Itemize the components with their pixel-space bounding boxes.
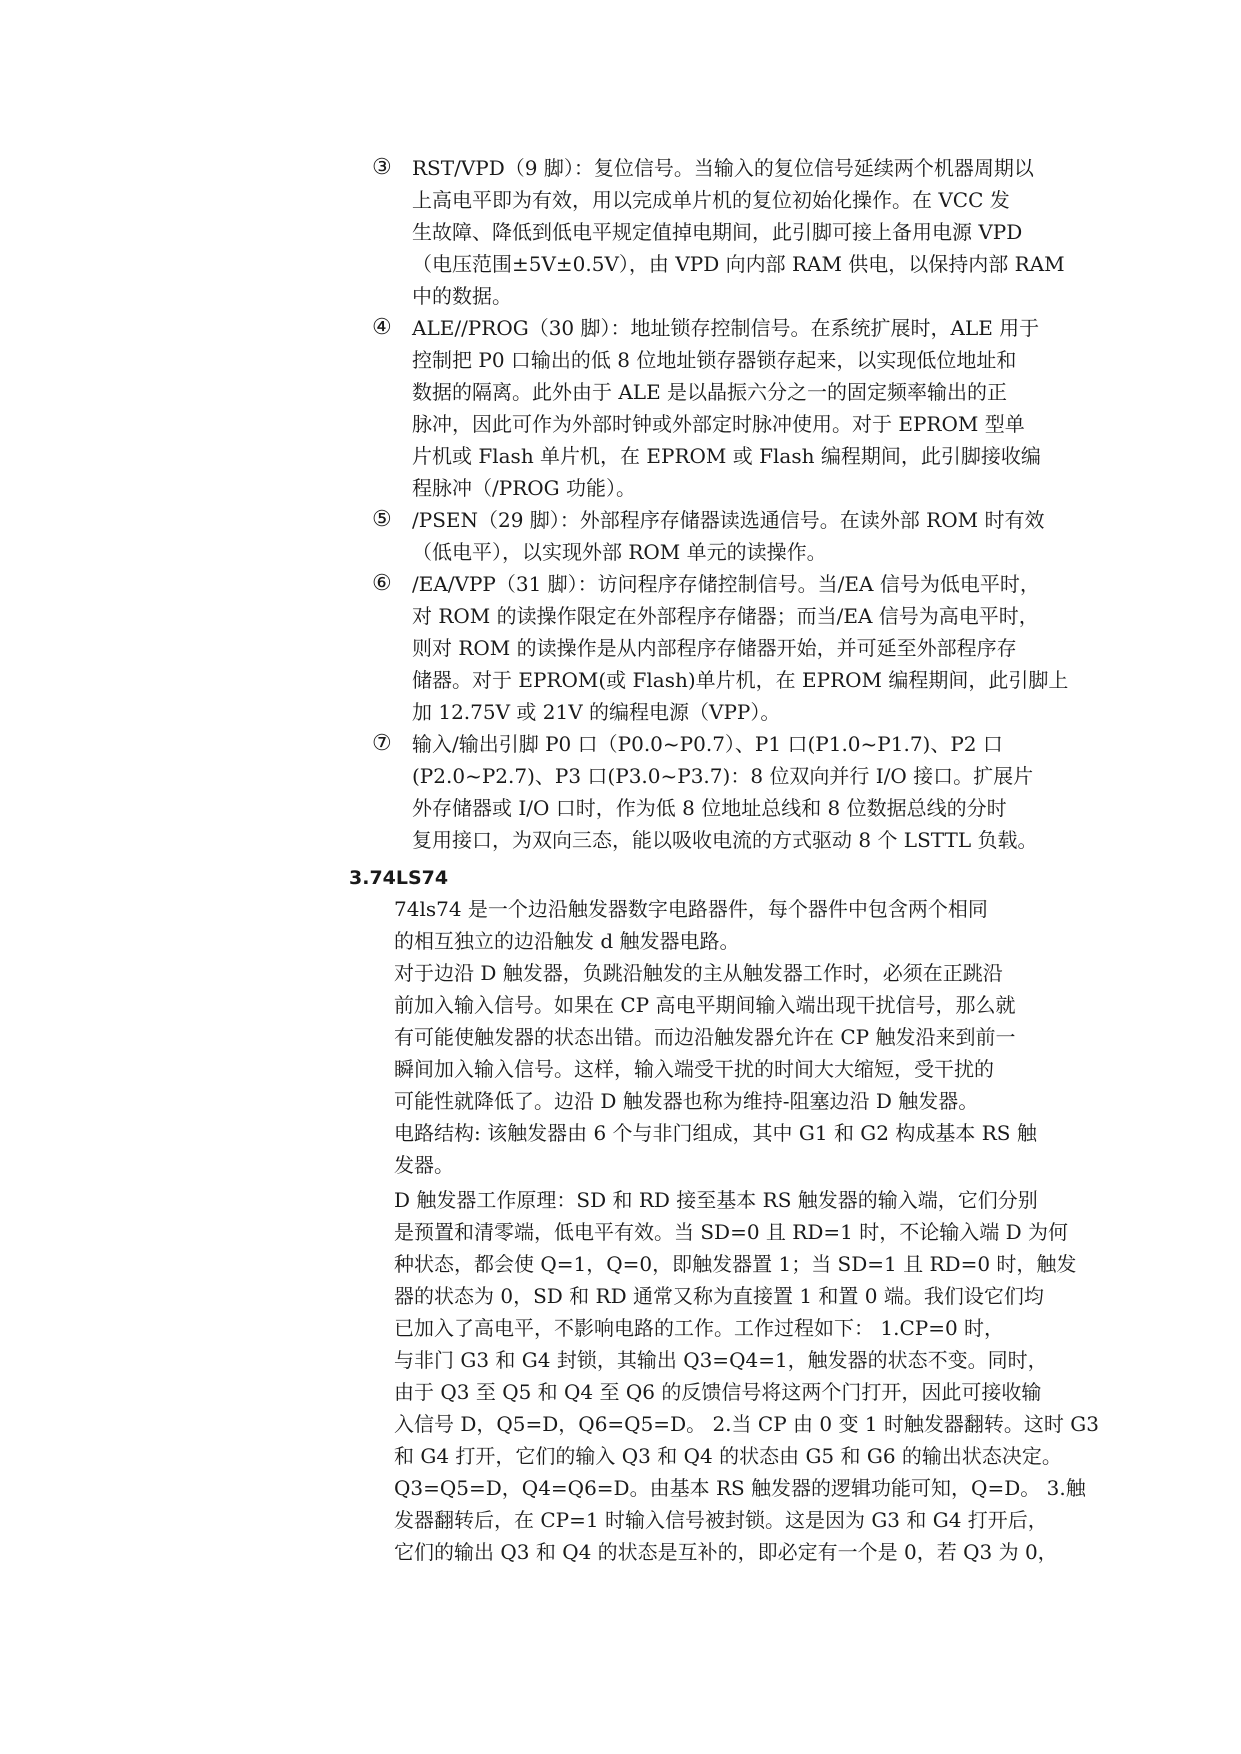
item-line: 控制把 P0 口输出的低 8 位地址锁存器锁存起来，以实现低位地址和 [412, 348, 1017, 372]
body-line: Q3=Q5=D，Q4=Q6=D。由基本 RS 触发器的逻辑功能可知，Q=D。 3.触 [394, 1476, 1086, 1500]
item-line: 脉冲，因此可作为外部时钟或外部定时脉冲使用。对于 EPROM 型单 [412, 412, 1025, 436]
body-line: 器的状态为 0，SD 和 RD 通常又称为直接置 1 和置 0 端。我们设它们均 [394, 1284, 1044, 1308]
body-line: 和 G4 打开，它们的输入 Q3 和 Q4 的状态由 G5 和 G6 的输出状态决定。 [394, 1444, 1062, 1468]
item-line: 数据的隔离。此外由于 ALE 是以晶振六分之一的固定频率输出的正 [412, 380, 1008, 404]
section-heading: 3.74LS74 [349, 867, 449, 889]
body-line: 可能性就降低了。边沿 D 触发器也称为维持-阻塞边沿 D 触发器。 [394, 1089, 979, 1113]
item-line: 片机或 Flash 单片机，在 EPROM 或 Flash 编程期间，此引脚接收编 [412, 444, 1041, 468]
item-marker: ⑦ [372, 731, 392, 756]
body-line: 前加入输入信号。如果在 CP 高电平期间输入端出现干扰信号，那么就 [394, 993, 1016, 1017]
item-line: 外存储器或 I/O 口时，作为低 8 位地址总线和 8 位数据总线的分时 [412, 796, 1007, 820]
item-line: 对 ROM 的读操作限定在外部程序存储器；而当/EA 信号为高电平时， [412, 604, 1039, 628]
item-line: 则对 ROM 的读操作是从内部程序存储器开始，并可延至外部程序存 [412, 636, 1017, 660]
item-line: (P2.0~P2.7)、P3 口(P3.0~P3.7)：8 位双向并行 I/O 接口。扩展片 [412, 764, 1034, 788]
item-line: （低电平），以实现外部 ROM 单元的读操作。 [412, 540, 827, 564]
item-line: /PSEN（29 脚）：外部程序存储器读选通信号。在读外部 ROM 时有效 [412, 508, 1045, 532]
item-line: 上高电平即为有效，用以完成单片机的复位初始化操作。在 VCC 发 [412, 188, 1010, 212]
body-line: 由于 Q3 至 Q5 和 Q4 至 Q6 的反馈信号将这两个门打开，因此可接收输 [394, 1380, 1042, 1404]
item-line: /EA/VPP（31 脚）：访问程序存储控制信号。当/EA 信号为低电平时， [412, 572, 1040, 596]
item-marker: ⑥ [372, 571, 392, 596]
body-line: 电路结构: 该触发器由 6 个与非门组成，其中 G1 和 G2 构成基本 RS 触 [394, 1121, 1037, 1145]
item-line: 复用接口，为双向三态，能以吸收电流的方式驱动 8 个 LSTTL 负载。 [412, 828, 1038, 852]
item-marker: ④ [372, 315, 392, 340]
item-line: ALE//PROG（30 脚）：地址锁存控制信号。在系统扩展时，ALE 用于 [412, 316, 1040, 340]
body-line: 对于边沿 D 触发器，负跳沿触发的主从触发器工作时，必须在正跳沿 [394, 961, 1003, 985]
body-line: 入信号 D，Q5=D，Q6=Q5=D。 2.当 CP 由 0 变 1 时触发器翻转。这时 G3 [394, 1412, 1099, 1436]
body-line: 的相互独立的边沿触发 d 触发器电路。 [394, 929, 740, 953]
item-line: （电压范围±5V±0.5V），由 VPD 向内部 RAM 供电，以保持内部 RAM [412, 252, 1065, 276]
body-line: 与非门 G3 和 G4 封锁，其输出 Q3=Q4=1，触发器的状态不变。同时， [394, 1348, 1048, 1372]
body-line: 发器翻转后，在 CP=1 时输入信号被封锁。这是因为 G3 和 G4 打开后， [394, 1508, 1048, 1532]
item-line: 输入/输出引脚 P0 口（P0.0~P0.7）、P1 口(P1.0~P1.7)、P2 口 [412, 732, 1003, 756]
item-marker: ③ [372, 155, 392, 180]
item-line: 加 12.75V 或 21V 的编程电源（VPP）。 [412, 700, 781, 724]
item-line: RST/VPD（9 脚）：复位信号。当输入的复位信号延续两个机器周期以 [412, 156, 1034, 180]
body-line: 瞬间加入输入信号。这样，输入端受干扰的时间大大缩短，受干扰的 [394, 1057, 994, 1081]
body-line: 发器。 [394, 1153, 454, 1177]
item-line: 生故障、降低到低电平规定值掉电期间，此引脚可接上备用电源 VPD [412, 220, 1023, 244]
body-line: 是预置和清零端，低电平有效。当 SD=0 且 RD=1 时，不论输入端 D 为何 [394, 1220, 1068, 1244]
body-line: D 触发器工作原理：SD 和 RD 接至基本 RS 触发器的输入端，它们分别 [394, 1188, 1038, 1212]
body-line: 种状态，都会使 Q=1，Q=0，即触发器置 1；当 SD=1 且 RD=0 时，触发 [394, 1252, 1077, 1276]
body-line: 已加入了高电平，不影响电路的工作。工作过程如下： 1.CP=0 时， [394, 1316, 1005, 1340]
item-line: 程脉冲（/PROG 功能）。 [412, 476, 636, 500]
item-line: 中的数据。 [412, 284, 512, 308]
body-line: 它们的输出 Q3 和 Q4 的状态是互补的，即必定有一个是 0，若 Q3 为 0， [394, 1540, 1058, 1564]
item-line: 储器。对于 EPROM(或 Flash)单片机，在 EPROM 编程期间，此引脚上 [412, 668, 1069, 692]
body-line: 74ls74 是一个边沿触发器数字电路器件，每个器件中包含两个相同 [394, 897, 988, 921]
body-line: 有可能使触发器的状态出错。而边沿触发器允许在 CP 触发沿来到前一 [394, 1025, 1016, 1049]
item-marker: ⑤ [372, 507, 392, 532]
